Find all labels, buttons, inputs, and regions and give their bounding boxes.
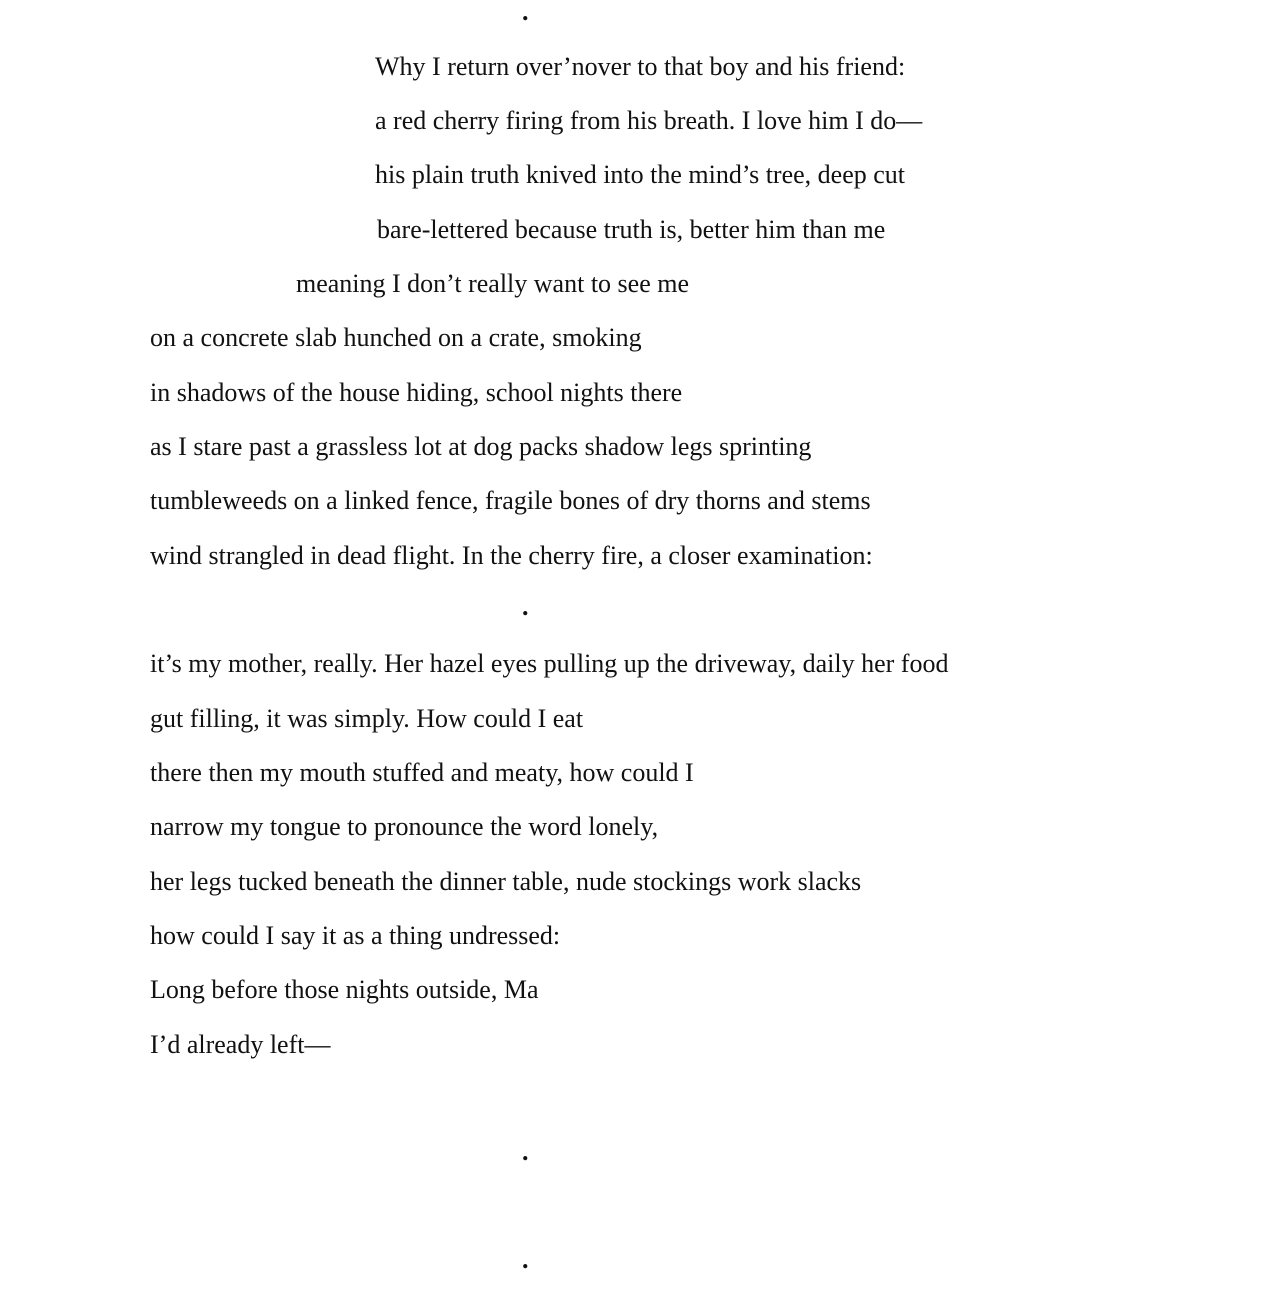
poem-line: it’s my mother, really. Her hazel eyes pulling up the driveway, daily her food — [150, 649, 949, 678]
poem-line: meaning I don’t really want to see me — [296, 269, 690, 298]
separator-dot-3: . — [522, 1137, 529, 1166]
separator-dot-2: . — [522, 592, 529, 621]
poem-line: his plain truth knived into the mind’s tree, deep cut — [375, 160, 906, 189]
poem-line: narrow my tongue to pronounce the word lonely, — [150, 812, 659, 841]
separator-dot-4: . — [522, 1245, 529, 1274]
poem-line: a red cherry firing from his breath. I love him I do— — [375, 106, 923, 135]
poem-line: bare-lettered because truth is, better him than me — [377, 215, 886, 244]
separator-dot-1: . — [522, 0, 529, 26]
poem-line: on a concrete slab hunched on a crate, smoking — [150, 323, 642, 352]
poem-line: there then my mouth stuffed and meaty, how could I — [150, 758, 694, 787]
poem-line: how could I say it as a thing undressed: — [150, 921, 561, 950]
poem-line: gut filling, it was simply. How could I eat — [150, 704, 584, 733]
poem-line: tumbleweeds on a linked fence, fragile bones of dry thorns and stems — [150, 486, 871, 515]
poem-line: Why I return over’nover to that boy and his friend: — [375, 52, 906, 81]
poem-line: Long before those nights outside, Ma — [150, 975, 539, 1004]
poem-line: wind strangled in dead flight. In the cherry fire, a closer examination: — [150, 541, 873, 570]
poem-line: in shadows of the house hiding, school nights there — [150, 378, 683, 407]
poem-line: I’d already left— — [150, 1030, 331, 1059]
poem-line: her legs tucked beneath the dinner table, nude stockings work slacks — [150, 867, 862, 896]
poem-line: as I stare past a grassless lot at dog packs shadow legs sprinting — [150, 432, 812, 461]
